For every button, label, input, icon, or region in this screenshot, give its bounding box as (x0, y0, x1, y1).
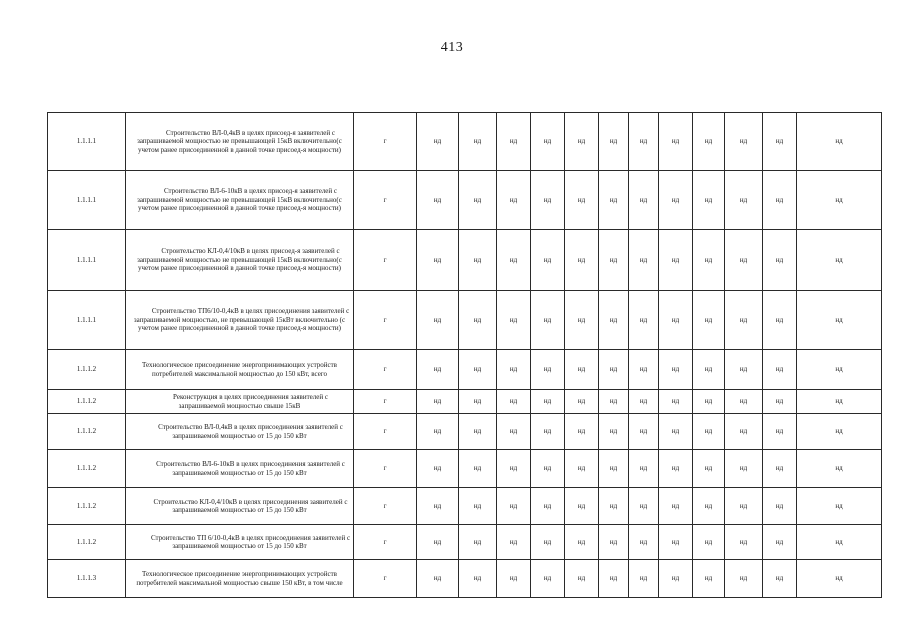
row-name-text: Технологическое присоединение энергопринимающих устройств потребителей максимальной мощностью свыше 150 кВт, в том числе (136, 570, 343, 587)
value-cell: нд (565, 525, 599, 560)
value-cell: нд (531, 230, 565, 291)
row-name (126, 488, 354, 525)
value-cell: нд (629, 414, 659, 450)
value-cell: нд (497, 414, 531, 450)
investment-table (47, 112, 882, 598)
value-cell: нд (797, 414, 882, 450)
value-cell: нд (599, 113, 629, 171)
value-cell: нд (693, 350, 725, 390)
value-cell: нд (599, 291, 629, 350)
value-cell: нд (693, 390, 725, 414)
value-cell: нд (797, 488, 882, 525)
row-unit: г (354, 450, 417, 488)
row-unit: г (354, 113, 417, 171)
value-cell: нд (565, 450, 599, 488)
value-cell: нд (459, 390, 497, 414)
value-cell: нд (459, 525, 497, 560)
row-code: 1.1.1.2 (48, 525, 126, 560)
value-cell: нд (497, 350, 531, 390)
row-code: 1.1.1.1 (48, 230, 126, 291)
value-cell: нд (763, 390, 797, 414)
value-cell: нд (459, 291, 497, 350)
table-row (48, 113, 882, 171)
value-cell: нд (531, 113, 565, 171)
value-cell: нд (417, 525, 459, 560)
value-cell: нд (459, 488, 497, 525)
value-cell: нд (693, 450, 725, 488)
row-code: 1.1.1.2 (48, 390, 126, 414)
value-cell: нд (629, 560, 659, 598)
row-name-text: Строительство ВЛ-0,4кВ в целях присоед-я заявителей с запрашиваемой мощностью не превышающей 15кВ включительно(с учетом ранее присоединенной в данной точке присоед-я мощности) (137, 128, 342, 154)
value-cell: нд (693, 488, 725, 525)
value-cell: нд (763, 450, 797, 488)
value-cell: нд (531, 488, 565, 525)
row-code: 1.1.1.3 (48, 560, 126, 598)
table-row (48, 171, 882, 230)
value-cell: нд (629, 525, 659, 560)
row-name (126, 350, 354, 390)
value-cell: нд (763, 291, 797, 350)
value-cell: нд (497, 560, 531, 598)
value-cell: нд (459, 230, 497, 291)
value-cell: нд (459, 350, 497, 390)
value-cell: нд (497, 450, 531, 488)
value-cell: нд (725, 450, 763, 488)
value-cell: нд (797, 525, 882, 560)
value-cell: нд (629, 488, 659, 525)
row-name (126, 171, 354, 230)
value-cell: нд (763, 525, 797, 560)
value-cell: нд (531, 390, 565, 414)
value-cell: нд (659, 525, 693, 560)
value-cell: нд (693, 560, 725, 598)
value-cell: нд (725, 230, 763, 291)
value-cell: нд (725, 560, 763, 598)
value-cell: нд (531, 525, 565, 560)
value-cell: нд (725, 414, 763, 450)
value-cell: нд (629, 171, 659, 230)
value-cell: нд (565, 171, 599, 230)
value-cell: нд (763, 414, 797, 450)
row-name (126, 230, 354, 291)
row-unit: г (354, 414, 417, 450)
value-cell: нд (417, 291, 459, 350)
value-cell: нд (797, 291, 882, 350)
row-code: 1.1.1.1 (48, 113, 126, 171)
value-cell: нд (725, 488, 763, 525)
value-cell: нд (629, 350, 659, 390)
value-cell: нд (693, 414, 725, 450)
value-cell: нд (797, 230, 882, 291)
value-cell: нд (797, 390, 882, 414)
value-cell: нд (599, 171, 629, 230)
value-cell: нд (693, 113, 725, 171)
value-cell: нд (629, 390, 659, 414)
value-cell: нд (417, 488, 459, 525)
value-cell: нд (565, 230, 599, 291)
table-row (48, 350, 882, 390)
row-name-text: Строительство ТП6/10-0,4кВ в целях присоединения заявителей с запрашиваемой мощностью, не превышающей 15кВт включительно (с учетом ранее присоединенной в данной точке присоед-я мощности) (133, 307, 350, 333)
table-row (48, 525, 882, 560)
value-cell: нд (797, 560, 882, 598)
value-cell: нд (629, 450, 659, 488)
value-cell: нд (725, 113, 763, 171)
value-cell: нд (659, 560, 693, 598)
table-row (48, 230, 882, 291)
value-cell: нд (797, 450, 882, 488)
row-name-text: Технологическое присоединение энергопринимающих устройств потребителей максимальной мощностью до 150 кВт, всего (141, 361, 337, 378)
value-cell: нд (725, 350, 763, 390)
table-row (48, 390, 882, 414)
row-name-text: Строительство ВЛ-6-10кВ в целях присоед-я заявителей с запрашиваемой мощностью не превышающей 15кВ включительно(с учетом ранее присоединенной в данной точке присоед-я мощности) (137, 187, 342, 213)
value-cell: нд (797, 113, 882, 171)
value-cell: нд (599, 488, 629, 525)
value-cell: нд (659, 291, 693, 350)
value-cell: нд (459, 171, 497, 230)
value-cell: нд (725, 171, 763, 230)
value-cell: нд (531, 450, 565, 488)
value-cell: нд (599, 390, 629, 414)
row-unit: г (354, 390, 417, 414)
value-cell: нд (629, 113, 659, 171)
row-name-text: Строительство КЛ-0,4/10кВ в целях присоединения заявителей с запрашиваемой мощностью от 15 до 150 кВт (153, 497, 348, 514)
value-cell: нд (629, 230, 659, 291)
value-cell: нд (599, 230, 629, 291)
value-cell: нд (763, 350, 797, 390)
value-cell: нд (417, 450, 459, 488)
value-cell: нд (693, 171, 725, 230)
row-name (126, 560, 354, 598)
value-cell: нд (725, 390, 763, 414)
value-cell: нд (497, 171, 531, 230)
row-name-text: Реконструкция в целях присоединения заявителей с запрашиваемой мощностью свыше 15кВ (173, 393, 328, 410)
row-name (126, 291, 354, 350)
value-cell: нд (497, 488, 531, 525)
row-name-text: Строительство ТП 6/10-0,4кВ в целях присоединения заявителей с запрашиваемой мощностью от 15 до 150 кВт (150, 533, 351, 550)
row-code: 1.1.1.2 (48, 450, 126, 488)
table-row (48, 414, 882, 450)
value-cell: нд (531, 291, 565, 350)
row-code: 1.1.1.1 (48, 291, 126, 350)
row-name-text: Строительство КЛ-0,4/10кВ в целях присоед-я заявителей с запрашиваемой мощностью не превышающей 15кВ включительно(с учетом ранее присоединенной в данной точке присоед-я мощности) (137, 247, 342, 273)
value-cell: нд (417, 560, 459, 598)
table-row (48, 291, 882, 350)
row-code: 1.1.1.2 (48, 414, 126, 450)
row-unit: г (354, 525, 417, 560)
value-cell: нд (459, 450, 497, 488)
value-cell: нд (797, 171, 882, 230)
value-cell: нд (531, 414, 565, 450)
value-cell: нд (599, 560, 629, 598)
value-cell: нд (599, 350, 629, 390)
value-cell: нд (531, 171, 565, 230)
row-code: 1.1.1.1 (48, 171, 126, 230)
table-row (48, 488, 882, 525)
row-name (126, 450, 354, 488)
row-code: 1.1.1.2 (48, 488, 126, 525)
value-cell: нд (659, 488, 693, 525)
value-cell: нд (497, 113, 531, 171)
row-name-text: Строительство ВЛ-6-10кВ в целях присоединения заявителей с запрашиваемой мощностью от 15 до 150 кВт (156, 460, 345, 477)
value-cell: нд (725, 525, 763, 560)
value-cell: нд (497, 525, 531, 560)
value-cell: нд (763, 171, 797, 230)
value-cell: нд (599, 414, 629, 450)
value-cell: нд (659, 450, 693, 488)
table-row (48, 450, 882, 488)
value-cell: нд (565, 291, 599, 350)
row-name (126, 414, 354, 450)
value-cell: нд (531, 350, 565, 390)
row-unit: г (354, 560, 417, 598)
value-cell: нд (693, 291, 725, 350)
value-cell: нд (417, 171, 459, 230)
value-cell: нд (417, 414, 459, 450)
value-cell: нд (459, 560, 497, 598)
value-cell: нд (565, 350, 599, 390)
value-cell: нд (497, 230, 531, 291)
row-name (126, 390, 354, 414)
value-cell: нд (763, 488, 797, 525)
value-cell: нд (659, 113, 693, 171)
value-cell: нд (725, 291, 763, 350)
value-cell: нд (565, 488, 599, 525)
value-cell: нд (659, 230, 693, 291)
value-cell: нд (531, 560, 565, 598)
value-cell: нд (565, 390, 599, 414)
value-cell: нд (497, 390, 531, 414)
row-unit: г (354, 350, 417, 390)
row-name-text: Строительство ВЛ-0,4кВ в целях присоединения заявителей с запрашиваемой мощностью от 15 до 150 кВт (158, 423, 343, 440)
value-cell: нд (797, 350, 882, 390)
value-cell: нд (417, 113, 459, 171)
value-cell: нд (417, 350, 459, 390)
value-cell: нд (599, 450, 629, 488)
value-cell: нд (459, 414, 497, 450)
value-cell: нд (599, 525, 629, 560)
value-cell: нд (565, 113, 599, 171)
value-cell: нд (417, 230, 459, 291)
value-cell: нд (497, 291, 531, 350)
value-cell: нд (659, 171, 693, 230)
row-name (126, 113, 354, 171)
row-unit: г (354, 488, 417, 525)
value-cell: нд (565, 560, 599, 598)
value-cell: нд (693, 525, 725, 560)
value-cell: нд (693, 230, 725, 291)
value-cell: нд (417, 390, 459, 414)
row-unit: г (354, 230, 417, 291)
value-cell: нд (763, 560, 797, 598)
value-cell: нд (659, 414, 693, 450)
value-cell: нд (763, 230, 797, 291)
value-cell: нд (763, 113, 797, 171)
value-cell: нд (629, 291, 659, 350)
value-cell: нд (565, 414, 599, 450)
table-row (48, 560, 882, 598)
row-unit: г (354, 171, 417, 230)
row-unit: г (354, 291, 417, 350)
value-cell: нд (459, 113, 497, 171)
value-cell: нд (659, 390, 693, 414)
row-code: 1.1.1.2 (48, 350, 126, 390)
value-cell: нд (659, 350, 693, 390)
row-name (126, 525, 354, 560)
page-number: 413 (440, 40, 464, 55)
